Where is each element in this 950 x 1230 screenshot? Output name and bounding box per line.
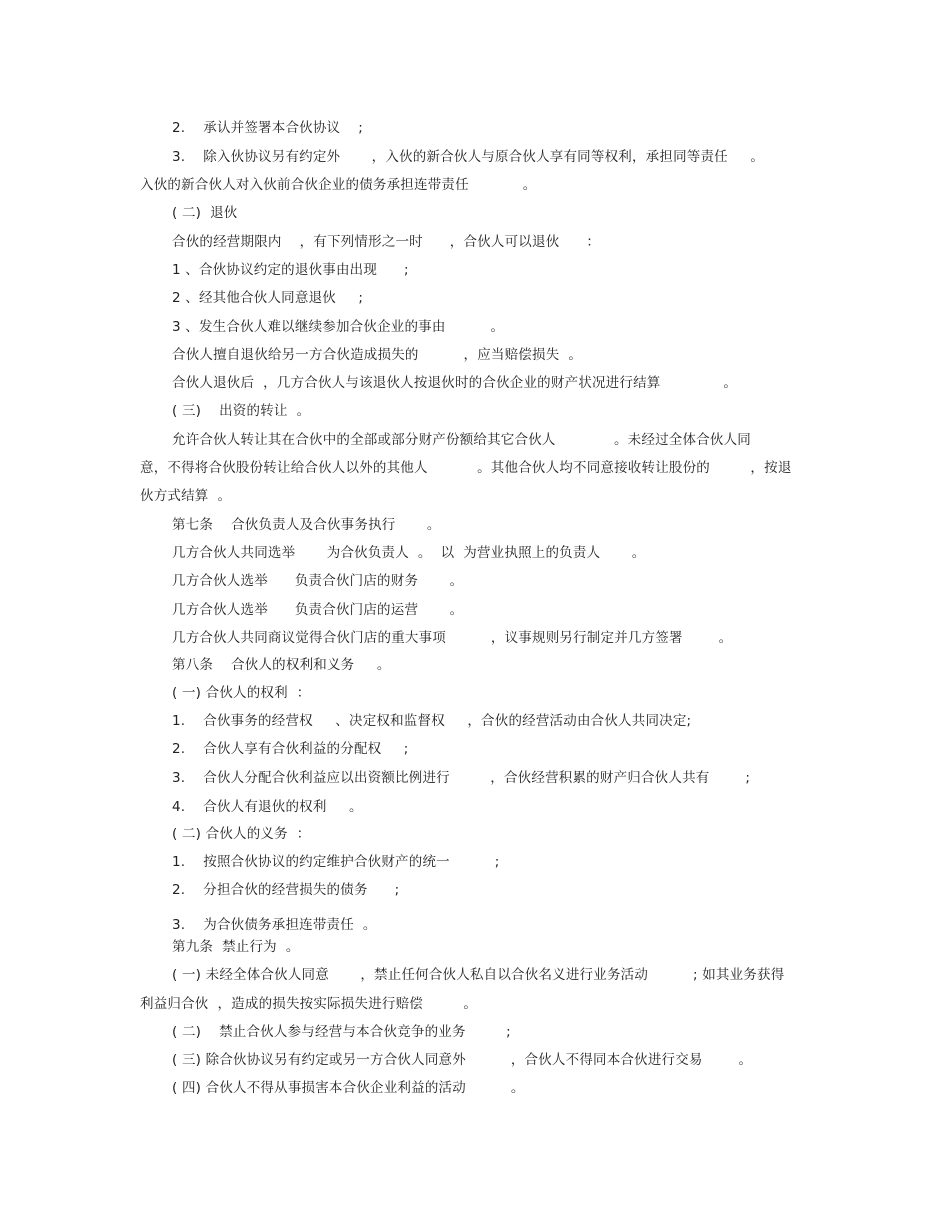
text-line: 4. 合伙人有退伙的权利 。 bbox=[172, 799, 363, 815]
text-line: 利益归合伙 ，造成的损失按实际损失进行赔偿 。 bbox=[140, 996, 478, 1012]
section-heading: ( 三) 出资的转让 。 bbox=[172, 403, 311, 419]
text-line: 3. 为合伙债务承担连带责任 。 bbox=[172, 917, 377, 933]
text-line: 允许合伙人转让其在合伙中的全部或部分财产份额给其它合伙人 。未经过全体合伙人同 bbox=[172, 432, 751, 448]
text-line: 几方合伙人共同选举 为合伙负责人 。 以 为营业执照上的负责人 。 bbox=[172, 545, 646, 561]
text-line: 合伙人退伙后 ，几方合伙人与该退伙人按退伙时的合伙企业的财产状况进行结算 。 bbox=[172, 375, 738, 391]
text-line: ( 一) 未经全体合伙人同意 ，禁止任何合伙人私自以合伙名义进行业务活动 ; 如其业务获得 bbox=[172, 967, 785, 983]
text-line: 2. 分担合伙的经营损失的债务 ; bbox=[172, 882, 400, 898]
text-line: 2. 合伙人享有合伙利益的分配权 ; bbox=[172, 741, 409, 757]
text-line: 3. 合伙人分配合伙利益应以出资额比例进行 ，合伙经营积累的财产归合伙人共有 ; bbox=[172, 770, 751, 786]
text-line: 合伙人擅自退伙给另一方合伙造成损失的 ，应当赔偿损失 。 bbox=[172, 347, 583, 363]
section-heading: ( 一) 合伙人的权利 ： bbox=[172, 685, 311, 701]
text-line: 意，不得将合伙股份转让给合伙人以外的其他人 。其他合伙人均不同意接收转让股份的 ，按退 bbox=[140, 460, 792, 476]
text-line: ( 四) 合伙人不得从事损害本合伙企业利益的活动 。 bbox=[172, 1080, 525, 1096]
text-line: 1. 按照合伙协议的约定维护合伙财产的统一 ; bbox=[172, 854, 500, 870]
text-line: 几方合伙人选举 负责合伙门店的财务 。 bbox=[172, 573, 464, 589]
text-line: 1 、合伙协议约定的退伙事由出现 ; bbox=[172, 262, 409, 278]
article-heading: 第七条 合伙负责人及合伙事务执行 。 bbox=[172, 517, 441, 533]
text-line: 几方合伙人共同商议觉得合伙门店的重大事项 ，议事规则另行制定并几方签署 。 bbox=[172, 630, 733, 646]
text-line: 1. 合伙事务的经营权 、决定权和监督权 ，合伙的经营活动由合伙人共同决定; bbox=[172, 713, 692, 729]
text-line: 3 、发生合伙人难以继续参加合伙企业的事由 。 bbox=[172, 319, 505, 335]
article-heading: 第八条 合伙人的权利和义务 。 bbox=[172, 657, 391, 673]
text-line: ( 二) 禁止合伙人参与经营与本合伙竞争的业务 ; bbox=[172, 1024, 511, 1040]
section-heading: ( 二) 合伙人的义务 ： bbox=[172, 826, 311, 842]
text-line: ( 三) 除合伙协议另有约定或另一方合伙人同意外 ，合伙人不得同本合伙进行交易 。 bbox=[172, 1052, 753, 1068]
text-line: 几方合伙人选举 负责合伙门店的运营 。 bbox=[172, 602, 464, 618]
text-line: 入伙的新合伙人对入伙前合伙企业的债务承担连带责任 。 bbox=[140, 177, 537, 193]
text-line: 2 、经其他合伙人同意退伙 ; bbox=[172, 290, 364, 306]
text-line: 伙方式结算 。 bbox=[140, 488, 232, 504]
text-line: 2. 承认并签署本合伙协议 ; bbox=[172, 120, 363, 136]
article-heading: 第九条 禁止行为 。 bbox=[172, 939, 300, 955]
text-line: 合伙的经营期限内 ，有下列情形之一时 ，合伙人可以退伙 ： bbox=[172, 234, 601, 250]
section-heading: ( 二) 退伙 bbox=[172, 205, 238, 221]
text-line: 3. 除入伙协议另有约定外 ，入伙的新合伙人与原合伙人享有同等权利，承担同等责任 。 bbox=[172, 149, 765, 165]
